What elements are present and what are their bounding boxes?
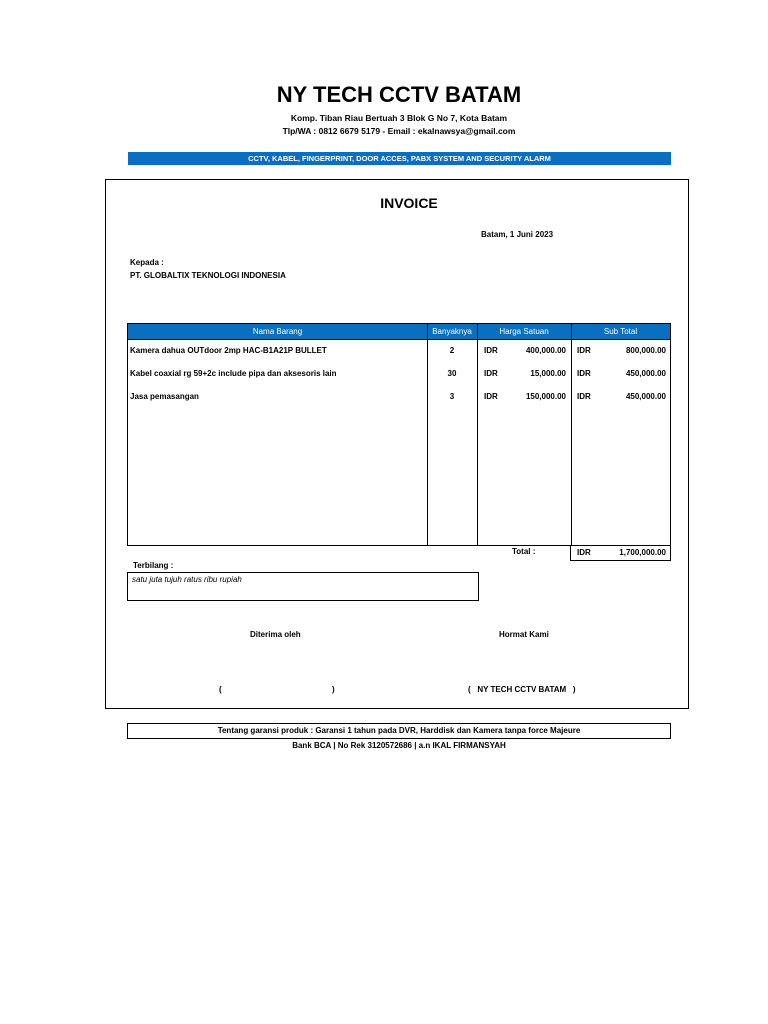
item-price-currency: IDR — [484, 392, 498, 401]
item-subtotal-currency: IDR — [577, 369, 591, 378]
received-signature-open: ( — [219, 685, 222, 694]
total-currency: IDR — [577, 548, 591, 557]
terbilang-label: Terbilang : — [133, 561, 174, 570]
terbilang-text: satu juta tujuh ratus ribu rupiah — [132, 575, 242, 584]
item-subtotal: 450,000.00 — [625, 392, 666, 401]
item-price: 400,000.00 — [525, 346, 566, 355]
recipient-name: PT. GLOBALTIX TEKNOLOGI INDONESIA — [130, 271, 286, 280]
services-banner: CCTV, KABEL, FINGERPRINT, DOOR ACCES, PABX SYSTEM AND SECURITY ALARM — [128, 152, 671, 165]
company-signature: ( NY TECH CCTV BATAM ) — [468, 685, 576, 694]
item-qty: 30 — [447, 369, 457, 378]
invoice-title: INVOICE — [380, 195, 438, 211]
total-value: 1,700,000.00 — [619, 548, 666, 557]
item-subtotal: 450,000.00 — [625, 369, 666, 378]
column-divider — [571, 324, 572, 545]
column-header-qty: Banyaknya — [432, 327, 472, 336]
company-name: NY TECH CCTV BATAM — [276, 82, 522, 107]
company-contact: Tlp/WA : 0812 6679 5179 - Email : ekalnawsya@gmail.com — [282, 126, 516, 136]
company-address: Komp. Tiban Riau Bertuah 3 Blok G No 7, Kota Batam — [290, 113, 508, 123]
item-name: Jasa pemasangan — [130, 392, 199, 401]
item-price-currency: IDR — [484, 369, 498, 378]
column-header-price: Harga Satuan — [499, 327, 549, 336]
column-divider — [477, 324, 478, 545]
warranty-note: Tentang garansi produk : Garansi 1 tahun pada DVR, Harddisk dan Kamera tanpa force Majeure — [127, 723, 671, 739]
item-price-currency: IDR — [484, 346, 498, 355]
column-divider — [427, 324, 428, 545]
bank-info: Bank BCA | No Rek 3120572686 | a.n IKAL FIRMANSYAH — [292, 741, 506, 750]
received-signature-close: ) — [332, 685, 335, 694]
item-subtotal-currency: IDR — [577, 392, 591, 401]
item-price: 15,000.00 — [530, 369, 566, 378]
column-header-name: Nama Barang — [252, 327, 303, 336]
item-subtotal-currency: IDR — [577, 346, 591, 355]
item-qty: 3 — [449, 392, 455, 401]
total-label: Total : — [512, 547, 536, 556]
invoice-date: Batam, 1 Juni 2023 — [481, 230, 554, 239]
item-qty: 2 — [449, 346, 455, 355]
header-underline — [128, 339, 670, 340]
item-name: Kamera dahua OUTdoor 2mp HAC-B1A21P BULLET — [130, 346, 327, 355]
item-price: 150,000.00 — [525, 392, 566, 401]
received-by-label: Diterima oleh — [250, 630, 301, 639]
column-header-subtotal: Sub Total — [603, 327, 638, 336]
item-subtotal: 800,000.00 — [625, 346, 666, 355]
recipient-label: Kepada : — [130, 258, 164, 267]
regards-label: Hormat Kami — [499, 630, 549, 639]
items-table — [127, 323, 671, 546]
item-name: Kabel coaxial rg 59+2c include pipa dan aksesoris lain — [130, 369, 337, 378]
